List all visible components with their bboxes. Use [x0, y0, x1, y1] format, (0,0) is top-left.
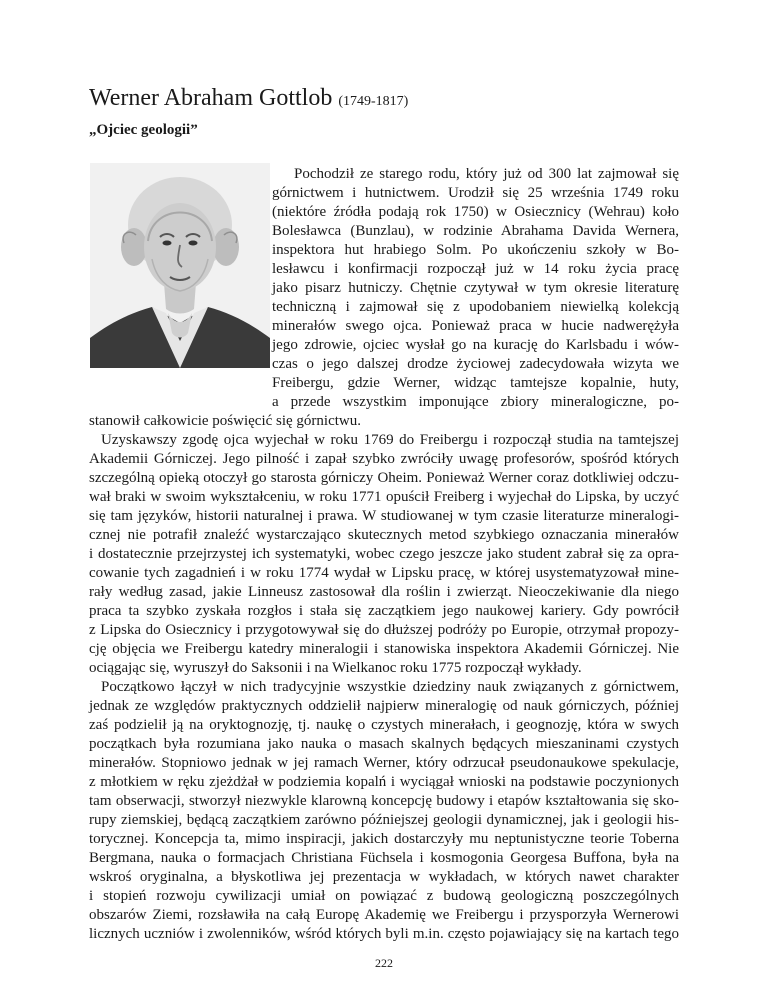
text-line: jako pisarz hutniczy. Chętnie czytywał w tym okresie literaturę	[272, 280, 679, 296]
text-line: a przede wszystkim imponujące zbiory mineralogiczne, po-	[272, 394, 679, 410]
text-line: i stopień rozwoju cywilizacji umiał on powiązać z budową geologiczną poszczególnych	[89, 888, 679, 904]
text-line: jego zdrowie, ojciec wysłał go na kurację do Karlsbadu i wów-	[272, 337, 679, 353]
text-line: licznych uczniów i zwolenników, wśród których byli m.in. często pojawiający się na kartach tego	[89, 926, 679, 942]
text-line: cję objęcia we Freibergu katedry mineralogii i stanowiska inspektora Akademii Górniczej. Nie	[89, 641, 679, 657]
title-years: (1749-1817)	[338, 94, 409, 109]
text-line: minerałów swego ojca. Ponieważ praca w hucie nadwerężyła	[272, 318, 679, 334]
text-line: praca ta szybko zyskała rozgłos i stała się zaczątkiem jego naukowej kariery. Gdy powrócił	[89, 603, 679, 619]
text-line: obszarów Ziemi, rozsławiła na całą Europę Akademię we Freibergu i przysporzyła Wernerowi	[89, 907, 679, 923]
text-line: cznej nie potrafił znaleźć wystarczająco skutecznych metod szybkiego oznaczania minerałów	[89, 527, 679, 543]
text-line: czas o jego dalszej drodze życiowej zadecydowała wizyta we	[272, 356, 679, 372]
text-line: z młotkiem w ręku zjeżdżał w podziemia kopalń i wyciągał wnioski na podstawie poczynionych	[89, 774, 679, 790]
text-line: Freibergu, gdzie Werner, widząc tamtejsze kopalnie, huty,	[272, 375, 679, 391]
portrait-illustration	[90, 163, 270, 368]
text-line: torycznej. Koncepcja ta, mimo inspiracji, jakich dostarczyły mu neptunistyczne teorie Toberna	[89, 831, 679, 847]
text-line: zaś podzielił ją na oryktognozję, tj. naukę o czystych minerałach, i geognozję, która w swych	[89, 717, 679, 733]
text-line: wał braki w swoim wykształceniu, w roku 1771 opuścił Freiberg i wyjechał do Lipska, by uczyć	[89, 489, 679, 505]
text-line: górnictwem i hutnictwem. Urodził się 25 września 1749 roku	[272, 185, 679, 201]
text-line: Bolesławca (Bunzlau), w rodzinie Abrahama Davida Wernera,	[272, 223, 679, 239]
text-line: Akademii Górniczej. Jego pilność i zapał szybko zwróciły uwagę profesorów, spośród których	[89, 451, 679, 467]
text-line: szczególną opieką otoczył go starosta górniczy Oheim. Ponieważ Werner coraz dotkliwiej odczu-	[89, 470, 679, 486]
text-line: stanowił całkowicie poświęcić się górnictwu.	[89, 413, 362, 429]
text-line: wskroś oryginalna, a błyskotliwa jej prezentacja w wykładach, w których nawet charakter	[89, 869, 679, 885]
page-number: 222	[375, 956, 393, 970]
text-line: jednak ze względów praktycznych oddzielił najpierw mineralogię od nauk górniczych, później	[89, 698, 679, 714]
text-line: i dostatecznie przejrzystej ich systematyki, wobec czego jeszcze jako student zabrał się za opra-	[89, 546, 679, 562]
text-line: Pochodził ze starego rodu, który już od 300 lat zajmował się	[294, 166, 679, 182]
text-line: rupy ziemskiej, będącą zaczątkiem zarówno późniejszej geologii dynamicznej, jak i geologii his-	[89, 812, 679, 828]
subtitle: „Ojciec geologii”	[89, 122, 198, 138]
portrait-image	[90, 163, 270, 368]
text-line: ociągając się, wyruszył do Saksonii i na Wielkanoc roku 1775 rozpoczął wykłady.	[89, 660, 582, 676]
text-line: inspektora hut hrabiego Solm. Po ukończeniu szkoły w Bo-	[272, 242, 679, 258]
text-line: tam obserwacji, stworzył niezwykle klarowną koncepcję budowy i etapów kształtowania się sko-	[89, 793, 679, 809]
text-line: Początkowo łączył w nich tradycyjnie wszystkie dziedziny nauk związanych z górnictwem,	[101, 679, 679, 695]
text-line: z Lipska do Osiecznicy i przygotowywał się do dłuższej podróży po Europie, otrzymał propozy-	[89, 622, 679, 638]
text-line: lesławcu i konfirmacji rozpoczął już w 14 roku życia pracę	[272, 261, 679, 277]
page-title	[89, 84, 408, 116]
text-line: Bergmana, nauka o formacjach Christiana Füchsela i kosmogonia Georgesa Buffona, była na	[89, 850, 679, 866]
text-line: początkach była rozumiana jako nauka o masach skalnych będących mieszaninami czystych	[89, 736, 679, 752]
title-name: Werner Abraham Gottlob	[89, 85, 333, 111]
text-line: (niektóre źródła podają rok 1750) w Osiecznicy (Wehrau) koło	[272, 204, 679, 220]
text-line: cowanie tych zagadnień i w roku 1774 wydał w Lipsku pracę, w której usystematyzował mine-	[89, 565, 679, 581]
text-line: techniczną i zajmował się z upodobaniem niewielką kolekcją	[272, 299, 679, 315]
text-line: rały według zasad, jakie Linneusz zastosował dla roślin i zwierząt. Nieoczekiwanie dla niego	[89, 584, 679, 600]
text-line: się tam języków, historii naturalnej i prawa. W studiowanej w tym czasie literaturze mineralogi-	[89, 508, 679, 524]
text-line: Uzyskawszy zgodę ojca wyjechał w roku 1769 do Freibergu i rozpoczął studia na tamtejszej	[101, 432, 679, 448]
text-line: minerałów. Stopniowo jednak w jej ramach Werner, który odrzucał pseudonaukowe spekulacje,	[89, 755, 679, 771]
